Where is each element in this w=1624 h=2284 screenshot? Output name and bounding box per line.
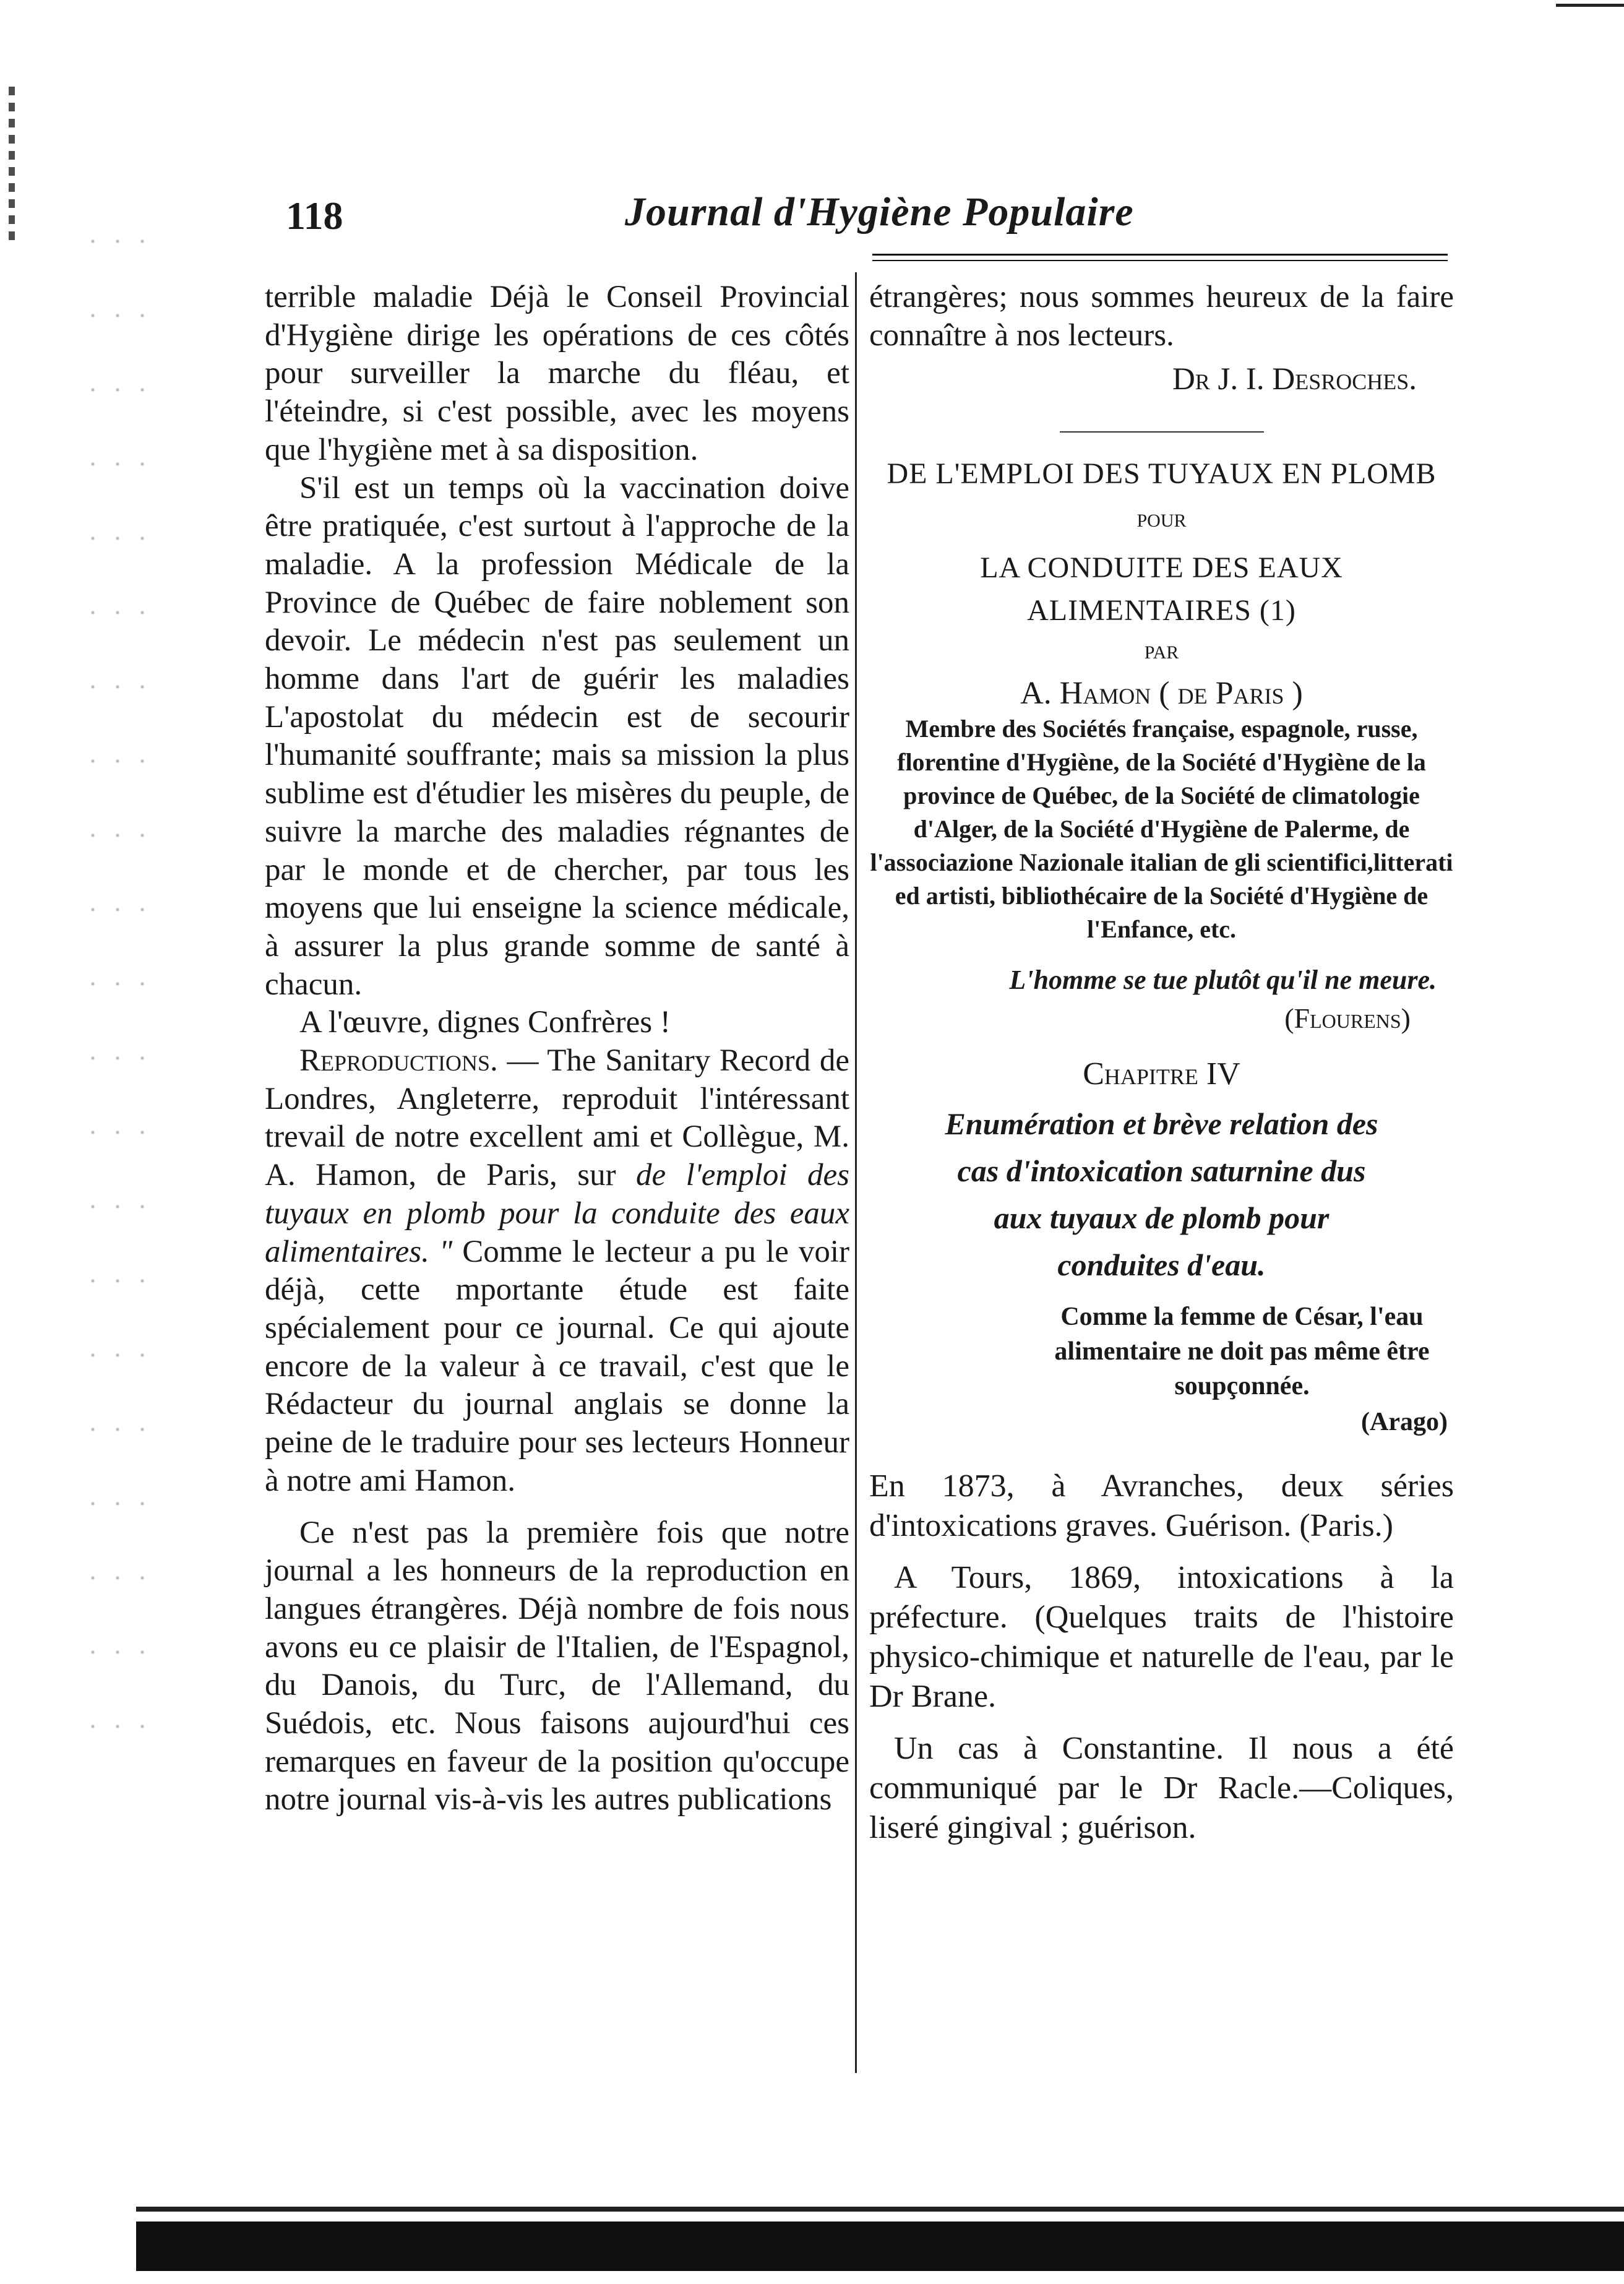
case-avranches: En 1873, à Avranches, deux séries d'intoxications graves. Guérison. (Paris.) xyxy=(869,1468,1454,1544)
right-column xyxy=(869,278,1454,1848)
scan-bottom-line xyxy=(136,2207,1624,2212)
article-pour: POUR xyxy=(1136,510,1187,531)
chapter-title-line-4: conduites d'eau. xyxy=(1057,1248,1266,1283)
article-author: A. Hamon ( de Paris ) xyxy=(1020,675,1303,711)
paragraph-exhortation: A l'œuvre, dignes Confrères ! xyxy=(299,1005,671,1040)
scan-bottom-edge xyxy=(136,2222,1624,2271)
page-number: 118 xyxy=(286,194,343,238)
paragraph-vaccination: S'il est un temps où la vaccination doive être pratiquée, c'est surtout à l'approche de la maladie. A la profession Médicale de la Province de Québec de faire noblement son devoir. Le médecin n'est pas seulement un homme dans l'art de guérir les maladies L'apostolat du médecin est de secourir l'humanité souffrante; mais sa mission la plus sublime est d'étudier les misères du peuple, de suivre la marche des maladies régnantes de par le monde et de chercher, par tous les moyens que lui enseigne la science médicale, à assurer la plus grande somme de santé à chacun. xyxy=(265,470,849,1002)
section-separator xyxy=(1060,431,1264,433)
paragraph-reproductions xyxy=(265,1042,849,1500)
column-divider xyxy=(855,272,857,2073)
chapter-title-line-2: cas d'intoxication saturnine dus xyxy=(957,1153,1366,1189)
article-subtitle-1: LA CONDUITE DES EAUX xyxy=(980,551,1343,584)
paragraph-plague: terrible maladie Déjà le Conseil Provincial d'Hygiène dirige les opérations de ces côtés pour surveiller la marche du fléau, et l'éteindre, si c'est possible, avec les moyens que l'hygiène met à sa disposition. xyxy=(265,280,849,467)
epigraph-author: (Flourens) xyxy=(1284,1002,1411,1035)
reproductions-text: — The Sanitary Record de Londres, Angleterre, reproduit l'intéressant trevail de notre excellent ami et Collègue, M. A. Hamon, de Paris, sur xyxy=(265,1043,849,1193)
scan-edge-mark xyxy=(1556,4,1624,7)
case-tours: A Tours, 1869, intoxications à la préfecture. (Quelques traits de l'histoire physico-chimique et naturelle de l'eau, par le Dr Brane. xyxy=(869,1560,1454,1715)
chapter-quote: Comme la femme de César, l'eau alimentaire ne doit pas même être soupçonnée. xyxy=(1054,1303,1430,1401)
case-constantine: Un cas à Constantine. Il nous a été communiqué par le Dr Racle.—Coliques, liseré gingival ; guérison. xyxy=(869,1731,1454,1846)
paragraph-foreign-reproduction: Ce n'est pas la première fois que notre journal a les honneurs de la reproduction en langues étrangères. Déjà nombre de fois nous avons eu ce plaisir de l'Italien, de l'Espagnol, du Danois, du Turc, de l'Allemand, du Suédois, etc. Nous faisons aujourd'hui ces remarques en faveur de la position qu'occupe notre journal vis-à-vis les autres publications xyxy=(265,1515,849,1817)
author-memberships: Membre des Sociétés française, espagnole, russe, florentine d'Hygiène, de la Société d'Hygiène de la province de Québec, de la Société de climatologie d'Alger, de la Société d'Hygiène de Palerme, de l'associazione Nazionale italian de gli scientifici,litterati ed artisti, bibliothécaire de la Société d'Hygiène de l'Enfance, etc. xyxy=(870,715,1453,944)
epigraph: L'homme se tue plutôt qu'il ne meure. xyxy=(1009,965,1437,996)
article-par: PAR xyxy=(1144,642,1179,663)
article-subtitle-2: ALIMENTAIRES (1) xyxy=(1027,594,1296,627)
chapter-title-line-3: aux tuyaux de plomb pour xyxy=(994,1200,1330,1236)
scan-margin-specks xyxy=(80,204,155,1764)
left-column xyxy=(265,278,849,1819)
scan-left-edge xyxy=(9,87,15,248)
header-rule xyxy=(872,254,1448,261)
signature: Dr J. I. Desroches. xyxy=(1172,362,1417,397)
reproductions-text-2: Comme le lecteur a pu le voir déjà, cette mportante étude est faite spécialement pour ce journal. Ce qui ajoute encore de la valeur à ce travail, c'est que le Rédacteur du journal anglais se donne la peine de le traduire pour ses lecteurs Honneur à notre ami Hamon. xyxy=(265,1234,849,1498)
chapter-title-line-1: Enumération et brève relation des xyxy=(945,1106,1378,1142)
chapter-quote-author: (Arago) xyxy=(1361,1408,1448,1437)
chapter-heading: Chapitre IV xyxy=(1083,1056,1240,1092)
reproductions-title: de l'emploi des tuyaux en plomb pour la conduite des eaux alimentaires. " xyxy=(265,1158,849,1269)
reproductions-label: Reproductions. xyxy=(299,1043,498,1079)
article-title: DE L'EMPLOI DES TUYAUX EN PLOMB xyxy=(887,457,1437,491)
continuation-text: étrangères; nous sommes heureux de la faire connaître à nos lecteurs. xyxy=(869,280,1454,353)
running-title: Journal d'Hygiène Populaire xyxy=(625,189,1134,235)
